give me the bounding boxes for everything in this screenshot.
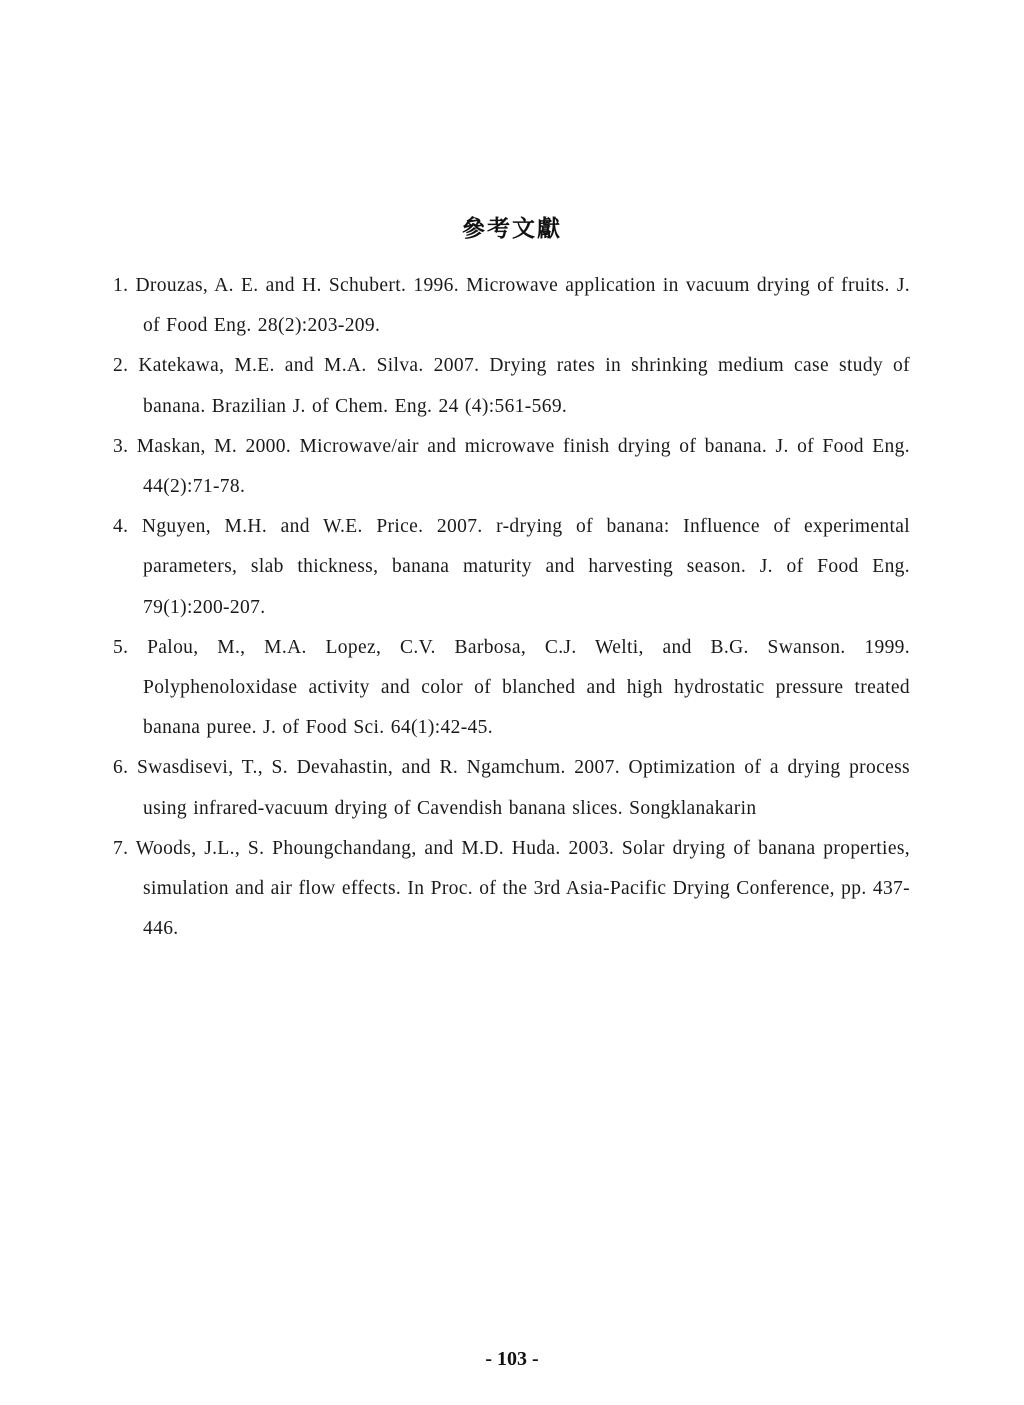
reference-list bbox=[113, 266, 910, 949]
reference-item-5: 5. Palou, M., M.A. Lopez, C.V. Barbosa, C.J. Welti, and B.G. Swanson. 1999. Polyphenoloxidase activity and color of blanched and high hydrostatic pressure treated banana puree. J. of Food Sci. 64(1):42-45. bbox=[113, 636, 910, 739]
reference-item-6: 6. Swasdisevi, T., S. Devahastin, and R. Ngamchum. 2007. Optimization of a drying process using infrared-vacuum drying of Cavendish banana slices. Songklanakarin bbox=[113, 757, 910, 819]
reference-item-2: 2. Katekawa, M.E. and M.A. Silva. 2007. Drying rates in shrinking medium case study of banana. Brazilian J. of Chem. Eng. 24 (4):561-569. bbox=[113, 355, 910, 417]
reference-item-1: 1. Drouzas, A. E. and H. Schubert. 1996. Microwave application in vacuum drying of fruits. J. of Food Eng. 28(2):203-209. bbox=[113, 275, 910, 337]
page-number: - 103 - bbox=[485, 1348, 539, 1370]
references-heading: 參考文獻 bbox=[462, 216, 562, 242]
reference-item-3: 3. Maskan, M. 2000. Microwave/air and microwave finish drying of banana. J. of Food Eng. 44(2):71-78. bbox=[113, 435, 910, 498]
reference-item-7: 7. Woods, J.L., S. Phoungchandang, and M.D. Huda. 2003. Solar drying of banana properties, simulation and air flow effects. In Proc. of the 3rd Asia-Pacific Drying Conference, pp. 437-446. bbox=[113, 837, 910, 940]
reference-item-4: 4. Nguyen, M.H. and W.E. Price. 2007. r-drying of banana: Influence of experimental parameters, slab thickness, banana maturity and harvesting season. J. of Food Eng. 79(1):200-207. bbox=[113, 516, 910, 618]
